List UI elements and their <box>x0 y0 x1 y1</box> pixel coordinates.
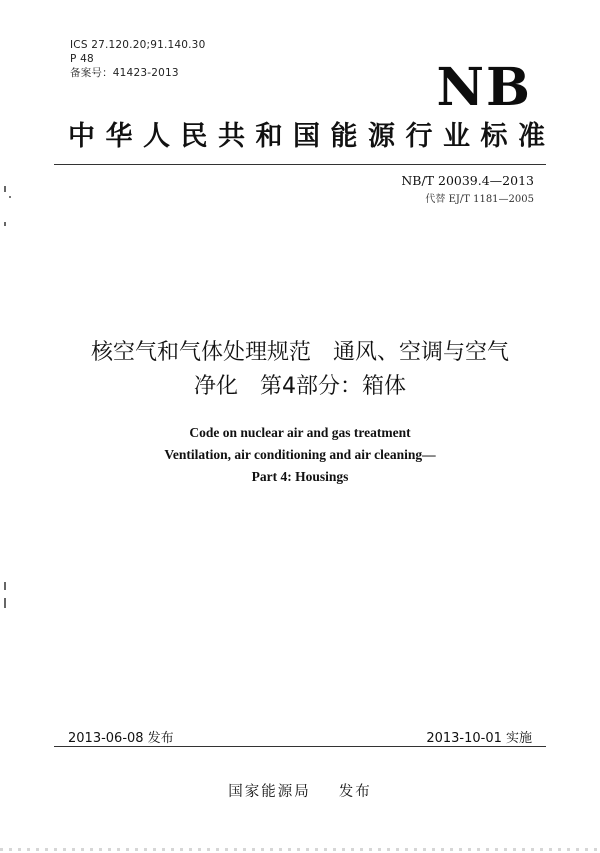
standard-number: NB/T 20039.4—2013 <box>401 173 534 188</box>
bottom-divider <box>54 746 546 747</box>
issue-date: 2013-06-08 发布 <box>68 731 174 746</box>
english-title-line-1: Code on nuclear air and gas treatment <box>189 425 411 440</box>
nb-logo: NB <box>436 57 532 118</box>
chinese-title <box>0 336 600 404</box>
standard-type-title: 中华人民共和国能源行业标准 <box>68 121 556 152</box>
ccs-code: P 48 <box>70 53 94 65</box>
ics-code: ICS 27.120.20;91.140.30 <box>70 39 206 51</box>
scan-artifact <box>9 196 11 198</box>
english-title-line-2: Ventilation, air conditioning and air cleaning— <box>164 447 436 462</box>
classification-codes <box>70 38 205 80</box>
scan-edge-noise <box>0 848 600 851</box>
issuer-action: 发布 <box>338 784 372 800</box>
english-title-line-3: Part 4: Housings <box>251 469 349 484</box>
implementation-date: 2013-10-01 实施 <box>426 731 532 746</box>
chinese-title-line-2: 净化 第4部分：箱体 <box>194 374 406 399</box>
record-number: 备案号：41423-2013 <box>70 67 179 79</box>
issuing-authority <box>0 780 600 801</box>
english-title <box>0 422 600 488</box>
replaces-standard: 代替 EJ/T 1181—2005 <box>425 194 534 205</box>
scan-artifact <box>4 186 6 192</box>
scan-artifact <box>4 222 6 226</box>
scan-artifact <box>4 582 6 590</box>
top-divider <box>54 164 546 165</box>
scan-artifact <box>4 598 6 608</box>
chinese-title-line-1: 核空气和气体处理规范 通风、空调与空气 <box>90 340 509 365</box>
issuer-name: 国家能源局 <box>228 784 311 800</box>
